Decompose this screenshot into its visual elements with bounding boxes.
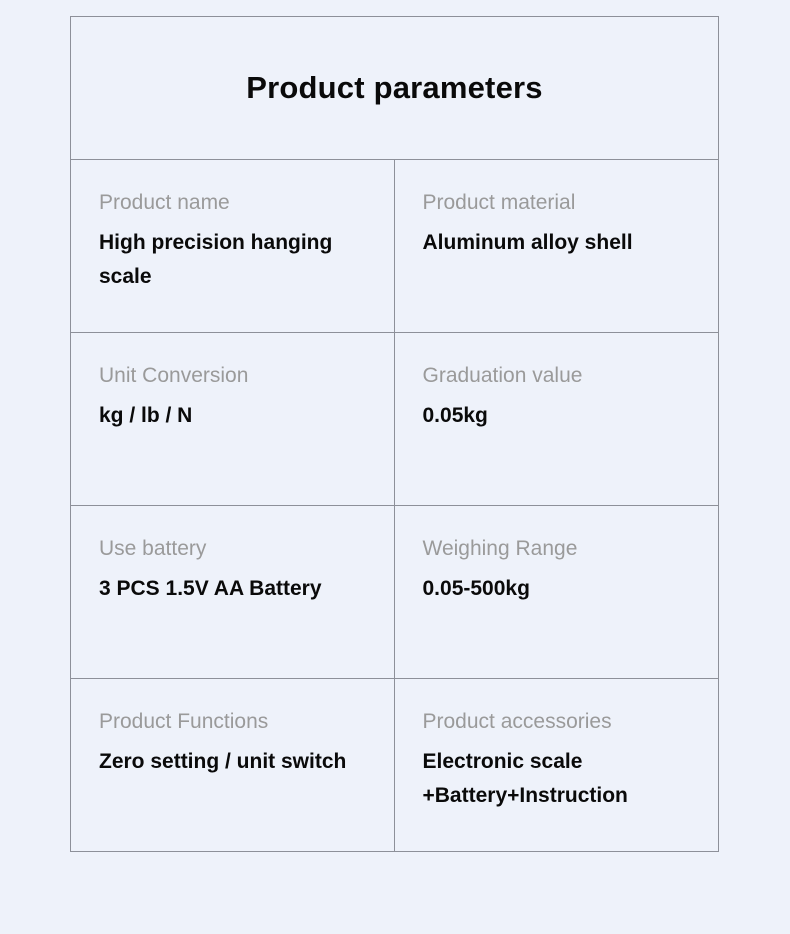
page-title: Product parameters <box>246 70 543 105</box>
spec-value: 0.05-500kg <box>422 577 530 601</box>
spec-label: Graduation value <box>422 364 583 387</box>
table-row <box>71 333 718 506</box>
spec-value: kg / lb / N <box>99 404 193 428</box>
spec-label: Product Functions <box>99 710 269 733</box>
spec-cell-product-name <box>71 160 395 332</box>
spec-cell-product-functions <box>71 679 395 851</box>
spec-label: Unit Conversion <box>99 364 249 387</box>
spec-label: Product name <box>99 191 230 214</box>
table-row <box>71 506 718 679</box>
spec-value: Aluminum alloy shell <box>422 231 633 255</box>
spec-value: 0.05kg <box>422 404 488 428</box>
spec-value: High precision hanging scale <box>99 231 333 288</box>
table-row <box>71 679 718 851</box>
spec-value: 3 PCS 1.5V AA Battery <box>99 577 322 601</box>
spec-cell-weighing-range <box>395 506 719 678</box>
spec-cell-graduation-value <box>395 333 719 505</box>
spec-label: Product material <box>422 191 576 214</box>
spec-value: Zero setting / unit switch <box>99 750 347 774</box>
product-parameters-table <box>70 16 719 852</box>
table-row <box>71 160 718 333</box>
spec-label: Product accessories <box>422 710 612 733</box>
table-title-row <box>71 17 718 160</box>
spec-label: Use battery <box>99 537 207 560</box>
spec-cell-use-battery <box>71 506 395 678</box>
spec-cell-unit-conversion <box>71 333 395 505</box>
spec-value: Electronic scale +Battery+Instruction <box>422 750 628 807</box>
spec-label: Weighing Range <box>422 537 578 560</box>
spec-cell-product-material <box>395 160 719 332</box>
spec-cell-product-accessories <box>395 679 719 851</box>
